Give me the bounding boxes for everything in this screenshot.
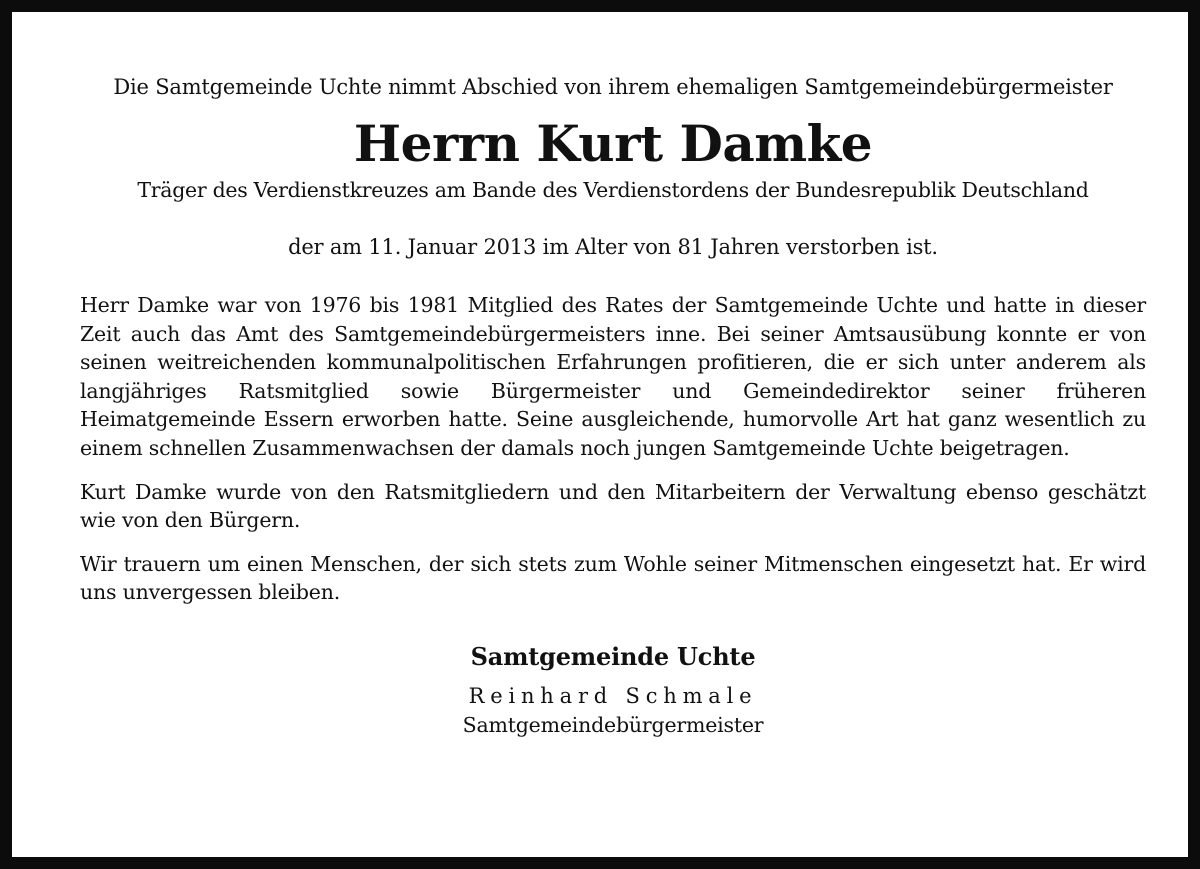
signoff-organization: Samtgemeinde Uchte <box>470 641 756 671</box>
signer-name: Reinhard Schmale <box>468 683 758 708</box>
notice-content <box>80 72 1146 739</box>
paragraph-mourning: Wir trauern um einen Menschen, der sich stets zum Wohle seiner Mitmenschen eingesetzt hat. Er wird uns unvergessen bleiben. <box>80 551 1146 605</box>
paragraph-esteem: Kurt Damke wurde von den Ratsmitgliedern und den Mitarbeitern der Verwaltung ebenso geschätzt wie von den Bürgern. <box>80 479 1146 533</box>
honor-line: Träger des Verdienstkreuzes am Bande des Verdienstordens der Bundesrepublik Deutschland <box>137 178 1089 202</box>
intro-line: Die Samtgemeinde Uchte nimmt Abschied von ihrem ehemaligen Samtgemeindebürgermeister <box>113 75 1113 99</box>
signer-role: Samtgemeindebürgermeister <box>462 712 764 737</box>
paragraph-career: Herr Damke war von 1976 bis 1981 Mitglied des Rates der Samtgemeinde Uchte und hatte in dieser Zeit auch das Amt des Samtgemeindebürgermeisters inne. Bei seiner Amtsausübung konnte er von seinen weitreichenden kommunalpolitischen Erfahrungen profitieren, die er sich unter anderem als langjähriges Ratsmitglied sowie Bürgermeister und Gemeindedirektor seiner früheren Heimatgemeinde Essern erworben hatte. Seine ausgleichende, humorvolle Art hat ganz wesentlich zu einem schnellen Zusammenwachsen der damals noch jungen Samtgemeinde Uchte beigetragen. <box>80 293 1146 460</box>
death-line: der am 11. Januar 2013 im Alter von 81 Jahren verstorben ist. <box>288 235 938 259</box>
deceased-name: Herrn Kurt Damke <box>353 114 873 173</box>
